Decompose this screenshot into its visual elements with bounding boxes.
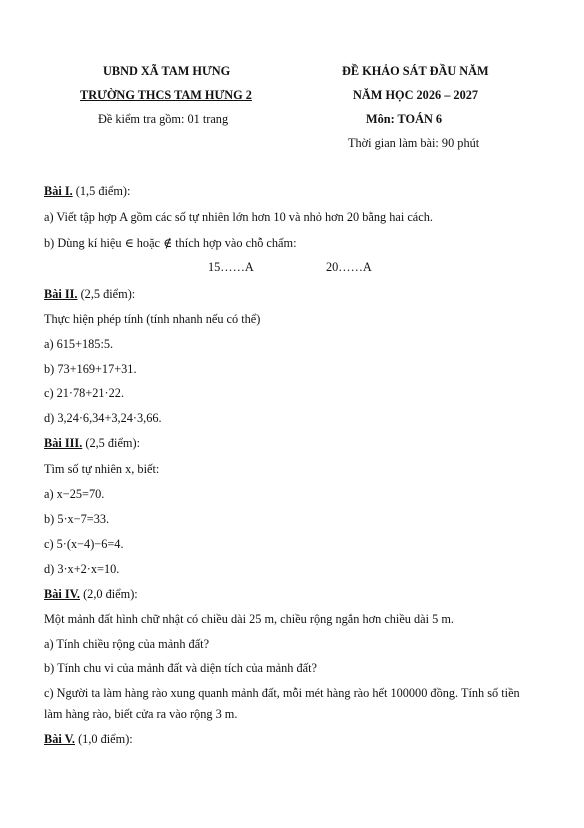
bai2-b: b) 73+169+17+31. <box>44 362 137 376</box>
bai2-a: a) 615+185:5. <box>44 337 114 351</box>
bai1-b: b) Dùng kí hiệu ∈ hoặc ∉ thích hợp vào chỗ chấm: <box>44 236 297 250</box>
bai5-points: (1,0 điểm): <box>75 732 133 746</box>
bai2-c: c) 21·78+21·22. <box>44 386 125 400</box>
bai1-a: a) Viết tập hợp A gồm các số tự nhiên lớn hơn 10 và nhỏ hơn 20 bằng hai cách. <box>44 210 433 224</box>
bai1-points: (1,5 điểm): <box>72 184 131 198</box>
department-name: UBND XÃ TAM HƯNG <box>103 64 231 78</box>
bai1-fill1: 15……A <box>208 260 254 274</box>
bai3-heading <box>44 436 140 451</box>
exam-title: ĐỀ KHẢO SÁT ĐẦU NĂM <box>342 64 489 78</box>
bai3-d: d) 3·x+2·x=10. <box>44 562 120 576</box>
school-name: TRƯỜNG THCS TAM HƯNG 2 <box>80 88 252 102</box>
page-count: Đề kiểm tra gồm: 01 trang <box>98 112 229 126</box>
school-year: NĂM HỌC 2026 – 2027 <box>353 88 479 102</box>
bai4-title: Bài IV. <box>44 587 80 601</box>
bai4-b: b) Tính chu vi của mảnh đất và diện tích của mảnh đất? <box>44 661 317 675</box>
bai4-c-line2: làm hàng rào, biết cửa ra vào rộng 3 m. <box>44 707 238 721</box>
bai4-heading <box>44 587 138 602</box>
bai1-heading <box>44 184 130 199</box>
bai2-title: Bài II. <box>44 287 78 301</box>
bai2-d: d) 3,24·6,34+3,24·3,66. <box>44 411 162 425</box>
bai4-a: a) Tính chiều rộng của mảnh đất? <box>44 637 210 651</box>
bai1-title: Bài I. <box>44 184 73 198</box>
bai3-a: a) x−25=70. <box>44 487 105 501</box>
duration: Thời gian làm bài: 90 phút <box>348 136 480 150</box>
bai2-heading <box>44 287 135 302</box>
bai2-points: (2,5 điểm): <box>77 287 136 301</box>
bai4-intro: Một mảnh đất hình chữ nhật có chiều dài 25 m, chiều rộng ngắn hơn chiều dài 5 m. <box>44 612 454 626</box>
bai5-title: Bài V. <box>44 732 75 746</box>
bai3-c: c) 5·(x−4)−6=4. <box>44 537 124 551</box>
subject: Môn: TOÁN 6 <box>366 112 443 126</box>
bai2-intro: Thực hiện phép tính (tính nhanh nếu có thể) <box>44 312 261 326</box>
bai3-title: Bài III. <box>44 436 83 450</box>
bai3-points: (2,5 điểm): <box>82 436 140 450</box>
bai4-points: (2,0 điểm): <box>80 587 138 601</box>
bai3-b: b) 5·x−7=33. <box>44 512 110 526</box>
bai5-heading <box>44 732 133 747</box>
bai4-c-line1: c) Người ta làm hàng rào xung quanh mảnh đất, mỗi mét hàng rào hết 100000 đồng. Tính số tiền <box>44 686 520 700</box>
bai3-intro: Tìm số tự nhiên x, biết: <box>44 462 160 476</box>
bai1-fill2: 20……A <box>326 260 372 274</box>
